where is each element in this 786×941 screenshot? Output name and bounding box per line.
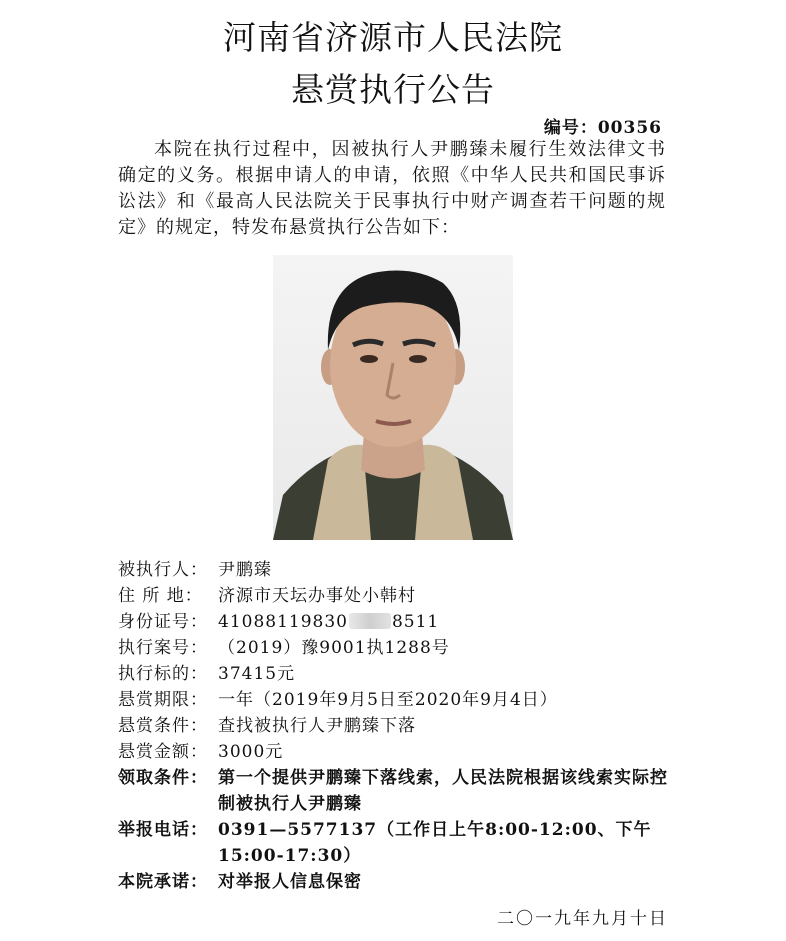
field-reward-condition xyxy=(118,713,678,739)
field-case-number xyxy=(118,635,678,661)
notice-fields xyxy=(118,557,678,895)
field-label: 身份证号： xyxy=(118,612,208,632)
field-court-promise xyxy=(118,869,678,895)
field-amount xyxy=(118,661,678,687)
field-value: （2019）豫9001执1288号 xyxy=(218,638,450,658)
person-portrait-icon xyxy=(273,255,513,540)
field-value: 37415元 xyxy=(218,664,296,684)
field-value: 第一个提供尹鹏臻下落线索，人民法院根据该线索实际控制被执行人尹鹏臻 xyxy=(218,768,668,814)
field-value: 一年（2019年9月5日至2020年9月4日） xyxy=(218,690,558,710)
field-name xyxy=(118,557,678,583)
field-label: 举报电话： xyxy=(118,820,208,840)
field-claim-condition xyxy=(118,765,678,817)
field-address xyxy=(118,583,678,609)
field-value xyxy=(218,609,678,635)
field-value: 尹鹏臻 xyxy=(218,560,272,580)
redaction-blur xyxy=(349,613,391,629)
court-name: 河南省济源市人民法院 xyxy=(223,18,563,57)
intro-paragraph: 本院在执行过程中，因被执行人尹鹏臻未履行生效法律文书确定的义务。根据申请人的申请，依照《中华人民共和国民事诉讼法》和《最高人民法院关于民事执行中财产调查若干问题的规定》的规定，特发布悬赏执行公告如下： xyxy=(118,139,666,238)
field-label: 悬赏条件： xyxy=(118,716,208,736)
notice-title: 悬赏执行公告 xyxy=(291,70,495,109)
field-label: 本院承诺： xyxy=(118,872,208,892)
document-number: 编号：00356 xyxy=(543,118,662,138)
field-reward-amount xyxy=(118,739,678,765)
field-value: 0391—5577137（工作日上午8:00-12:00、下午15:00-17:30） xyxy=(218,820,652,866)
field-reward-period xyxy=(118,687,678,713)
field-label: 执行案号： xyxy=(118,638,208,658)
id-number-start: 41088119830 xyxy=(218,612,348,632)
field-label: 住 所 地： xyxy=(118,586,203,606)
field-label: 执行标的： xyxy=(118,664,208,684)
field-label: 领取条件： xyxy=(118,768,208,788)
field-label: 悬赏金额： xyxy=(118,742,208,762)
field-label: 悬赏期限： xyxy=(118,690,208,710)
field-id-number xyxy=(118,609,678,635)
field-value: 对举报人信息保密 xyxy=(218,872,362,892)
field-label: 被执行人： xyxy=(118,560,208,580)
field-value: 查找被执行人尹鹏臻下落 xyxy=(218,716,416,736)
field-value: 3000元 xyxy=(218,742,284,762)
field-value: 济源市天坛办事处小韩村 xyxy=(218,586,416,606)
id-number-end: 8511 xyxy=(391,612,440,632)
field-report-phone xyxy=(118,817,678,869)
issue-date: 二〇一九年九月十日 xyxy=(497,909,668,929)
